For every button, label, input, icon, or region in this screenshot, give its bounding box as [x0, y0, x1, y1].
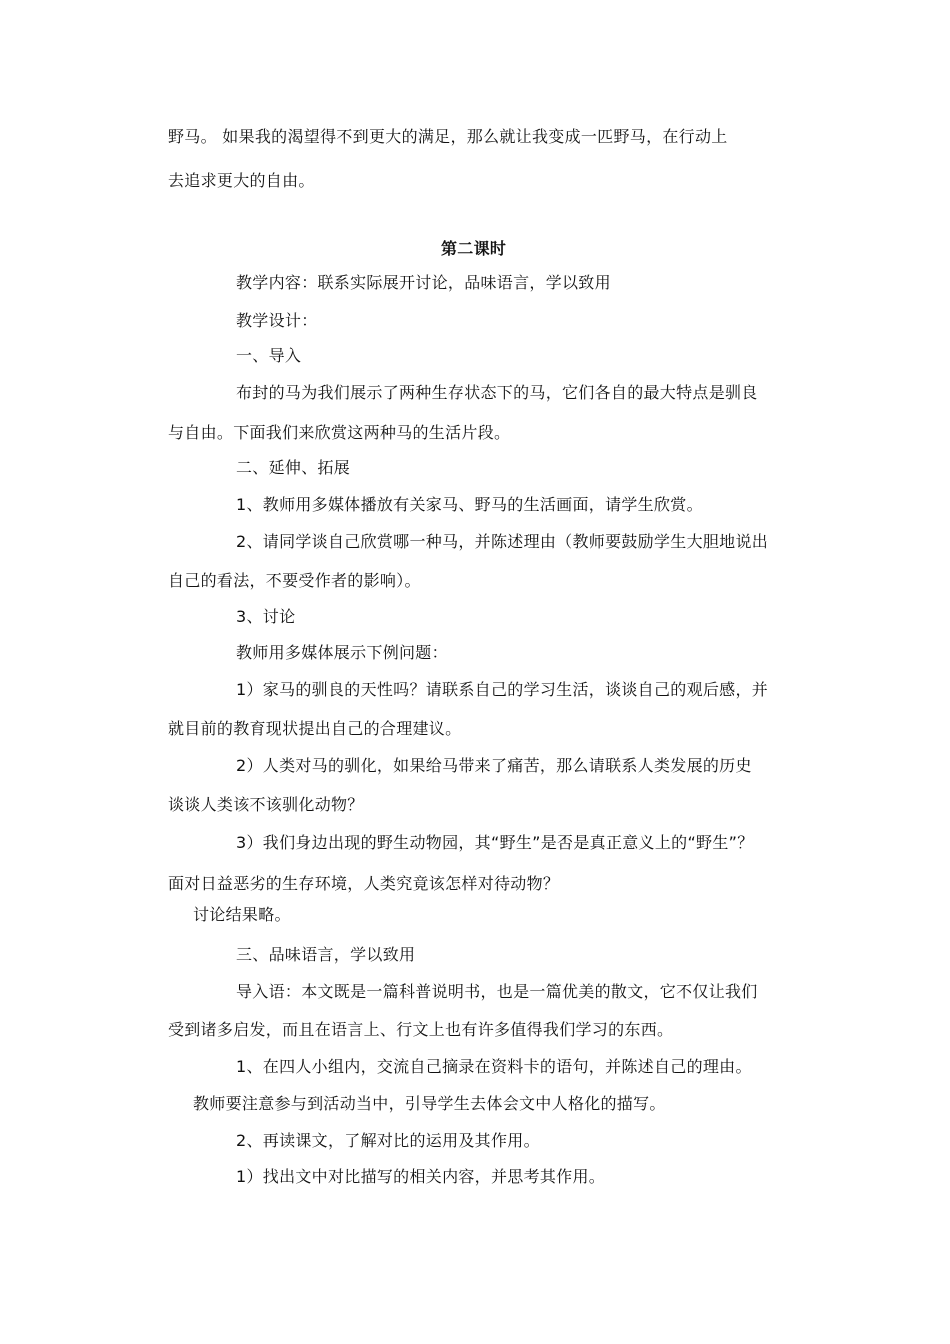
- paragraph-line: 面对日益恶劣的生存环境，人类究竟该怎样对待动物？: [168, 874, 560, 893]
- paragraph-line: 教学设计：: [236, 311, 318, 330]
- paragraph-line: 教师用多媒体展示下例问题：: [236, 643, 448, 662]
- paragraph-line: 1）家马的驯良的天性吗？请联系自己的学习生活，谈谈自己的观后感，并: [236, 680, 769, 699]
- paragraph-line: 教师要注意参与到活动当中，引导学生去体会文中人格化的描写。: [193, 1094, 666, 1113]
- paragraph-line: 1、教师用多媒体播放有关家马、野马的生活画面，请学生欣赏。: [236, 495, 703, 514]
- paragraph-line: 导入语：本文既是一篇科普说明书，也是一篇优美的散文，它不仅让我们: [236, 982, 758, 1001]
- heading-line: 二、延伸、拓展: [236, 458, 351, 477]
- heading-line: 三、品味语言，学以致用: [236, 945, 416, 964]
- paragraph-line: 1、在四人小组内，交流自己摘录在资料卡的语句，并陈述自己的理由。: [236, 1057, 752, 1076]
- paragraph-line: 去追求更大的自由。: [168, 171, 315, 190]
- paragraph-line: 谈谈人类该不该驯化动物？: [168, 795, 364, 814]
- paragraph-line: 2、再读课文，了解对比的运用及其作用。: [236, 1131, 540, 1150]
- paragraph-line: 与自由。下面我们来欣赏这两种马的生活片段。: [168, 423, 511, 442]
- paragraph-line: 野马。 如果我的渴望得不到更大的满足，那么就让我变成一匹野马，在行动上: [168, 127, 728, 146]
- paragraph-line: 2、请同学谈自己欣赏哪一种马，并陈述理由（教师要鼓励学生大胆地说出: [236, 532, 769, 551]
- heading-line: 一、导入: [236, 346, 302, 365]
- paragraph-line: 受到诸多启发，而且在语言上、行文上也有许多值得我们学习的东西。: [168, 1020, 674, 1039]
- paragraph-line: 3）我们身边出现的野生动物园，其“野生”是否是真正意义上的“野生”？: [236, 833, 754, 852]
- paragraph-line: 就目前的教育现状提出自己的合理建议。: [168, 719, 462, 738]
- paragraph-line: 1）找出文中对比描写的相关内容，并思考其作用。: [236, 1167, 606, 1186]
- paragraph-line: 布封的马为我们展示了两种生存状态下的马，它们各自的最大特点是驯良: [236, 383, 758, 402]
- paragraph-line: 自己的看法，不要受作者的影响）。: [168, 571, 421, 590]
- paragraph-line: 2）人类对马的驯化，如果给马带来了痛苦，那么请联系人类发展的历史: [236, 756, 752, 775]
- section-title: 第二课时: [441, 239, 507, 258]
- paragraph-line: 教学内容：联系实际展开讨论，品味语言，学以致用: [236, 273, 611, 292]
- heading-line: 3、讨论: [236, 607, 296, 626]
- paragraph-line: 讨论结果略。: [193, 905, 291, 924]
